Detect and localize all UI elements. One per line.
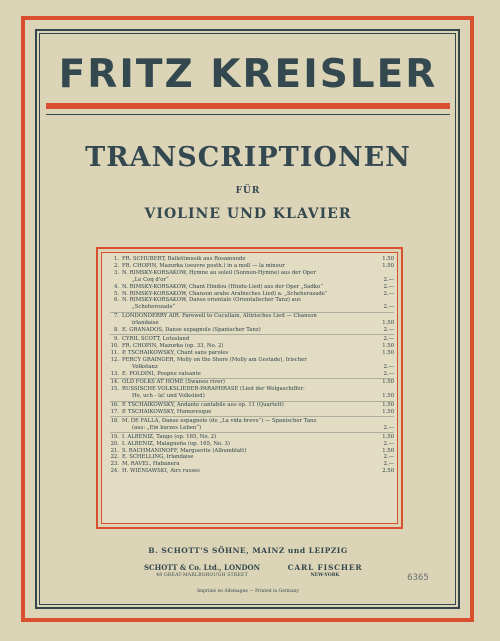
work-title: I. ALBENIZ, Tango (op. 165, No. 2) (122, 433, 217, 440)
work-title: P. TSCHAIKOWSKY, Humoresque (122, 409, 212, 416)
work-item (110, 468, 394, 475)
newyork-agent: CARL FISCHER (287, 563, 363, 572)
work-title-cont-text: He, uch - la! und Volkslied) (132, 393, 205, 400)
work-title: M. RAVEL, Habanera (122, 461, 180, 468)
work-title-cont (110, 364, 394, 371)
london-address: 48 GREAT-MARLBOROUGH STREET (156, 573, 248, 578)
work-price: 2.— (383, 440, 394, 447)
work-number: 1. (113, 256, 119, 262)
work-item (110, 270, 394, 284)
work-item (110, 357, 394, 371)
work-number: 9. (113, 335, 119, 342)
work-price (378, 418, 394, 425)
work-title: N. RIMSKY-KORSAKOW, Chant Hindou (Hindu-Lied) aus der Oper „Sadko“ (122, 283, 323, 290)
work-title: M. DE FALLA, Danse espagnole (de „La vida breve“) — Spanischer Tanz (122, 417, 317, 424)
work-number: 13. (110, 370, 119, 377)
work-title: N. RIMSKY-KORSAKOW, Chanson arabe Arabisches Lied) a. „Scheherazade“ (122, 290, 328, 297)
work-price (378, 313, 394, 320)
work-title-cont (110, 320, 394, 327)
work-title: S. RACHMANINOFF, Marguerite (Albumblatt) (122, 447, 247, 454)
work-number: 15. (110, 386, 119, 393)
work-title-cont (110, 277, 394, 284)
work-title-cont (110, 425, 394, 432)
composer-name: FRITZ KREISLER (58, 52, 438, 97)
work-item (110, 461, 394, 468)
work-price: 2.— (383, 290, 394, 297)
work-title-cont-text: „Scheherezade“ (132, 304, 176, 311)
work-title: N. RIMSKY-KORSAKOW, Danse orientale (Orientalischer Tanz) aus (122, 297, 301, 304)
work-price: 2.— (383, 424, 394, 431)
work-number: 7. (113, 313, 119, 320)
work-item (110, 386, 394, 400)
work-number: 2. (113, 262, 119, 269)
work-title: PERCY GRAINGER, Molly on the Shore (Molly am Gestade), Irischer (122, 356, 307, 363)
work-number: 3. (113, 269, 119, 276)
newyork-city: NEW-YORK (310, 573, 340, 578)
instrumentation: VIOLINE UND KLAVIER (144, 206, 352, 222)
work-number: 19. (110, 433, 119, 440)
work-number: 10. (110, 342, 119, 349)
collection-title: TRANSCRIPTIONEN (85, 142, 411, 173)
work-number: 23. (110, 461, 119, 468)
work-title: FR. SCHUBERT, Ballettmusik aus Rosamunde (122, 256, 246, 262)
dark-rule (46, 114, 450, 115)
work-price: 2.— (383, 454, 394, 461)
imprint-line: Imprimé en Allemagne — Printed in Germany (197, 589, 299, 594)
work-item (110, 379, 394, 386)
work-number: 8. (113, 327, 119, 334)
work-price: 1.50 (382, 393, 394, 400)
work-number: 11. (110, 349, 119, 356)
work-price: 2.— (383, 363, 394, 370)
for-label: FÜR (235, 186, 261, 196)
work-price: 2.50 (382, 468, 394, 475)
work-price: 2.— (383, 370, 394, 377)
work-title: RUSSISCHE VOLKSLIEDER-PARAPHRASE (Lied der Wolgaschiffer: (122, 386, 305, 393)
work-item (110, 336, 394, 343)
work-title-cont-text: (aus: „Ein kurzes Leben“) (132, 424, 202, 431)
work-title: P. TSCHAIKOWSKY, Chant sans paroles (122, 349, 229, 356)
work-number: 24. (110, 468, 119, 475)
work-title: LONDONDERRY AIR. Farewell to Cucullain, Altirisches Lied — Chanson (122, 313, 317, 320)
work-number: 6. (113, 297, 119, 304)
work-number: 20. (110, 440, 119, 447)
work-title: CYRIL SCOTT, Lotusland (122, 335, 190, 342)
plate-number: 6365 (407, 573, 429, 583)
work-price (378, 386, 394, 393)
work-price: 2.— (383, 461, 394, 468)
work-number: 5. (113, 290, 119, 297)
work-price: 1.50 (382, 262, 394, 269)
work-price: 1.50 (382, 433, 394, 440)
work-item (110, 371, 394, 378)
work-price: 1.50 (382, 379, 394, 386)
publisher-name: B. SCHOTT'S SÖHNE, MAINZ und LEIPZIG (148, 546, 348, 555)
work-number: 14. (110, 379, 119, 386)
work-title: H. WIENIAWSKI, Airs russes (122, 468, 200, 475)
work-item (110, 434, 394, 441)
work-item (110, 327, 394, 334)
work-title: E. POLDINI, Poupée valsante (122, 370, 201, 377)
work-number: 21. (110, 447, 119, 454)
work-item (110, 284, 394, 291)
work-item (110, 297, 394, 311)
work-price: 2.— (383, 283, 394, 290)
work-title: I. ALBENIZ, Malagueña (op. 165, No. 3) (122, 440, 230, 447)
work-title-cont-text: „Le Coq d'or“ (132, 276, 169, 283)
work-item (110, 263, 394, 270)
work-title: N. RIMSKY-KORSAKOW, Hymne au soleil (Sonnen-Hymne) aus der Oper (122, 269, 316, 276)
works-list (110, 256, 394, 475)
work-number: 4. (113, 283, 119, 290)
work-title-cont (110, 393, 394, 400)
work-price: 1.50 (382, 409, 394, 416)
work-price: 1.50 (382, 342, 394, 349)
work-title: FR. CHOPIN, Mazurka (oeuvre posth.) in a moll — la mineur (122, 262, 285, 269)
work-item (110, 291, 394, 298)
work-number: 16. (110, 402, 119, 409)
work-price: 2.— (383, 304, 394, 311)
red-rule (46, 103, 450, 109)
work-number: 17. (110, 409, 119, 416)
work-title: E. GRANADOS, Danse espagnole (Spanischer Tanz) (122, 327, 261, 334)
work-item (110, 454, 394, 461)
work-item (110, 402, 394, 409)
work-title: FR. CHOPIN, Mazurka (op. 33, No. 2) (122, 342, 224, 349)
work-item (110, 256, 394, 263)
work-item (110, 448, 394, 455)
work-price: 1.50 (382, 447, 394, 454)
work-price: 1.50 (382, 320, 394, 327)
work-price: 1.50 (382, 349, 394, 356)
work-item (110, 350, 394, 357)
work-price: 2.— (383, 327, 394, 334)
work-price: 2.— (383, 335, 394, 342)
work-item (110, 313, 394, 327)
work-price (378, 270, 394, 277)
work-item (110, 441, 394, 448)
work-item (110, 343, 394, 350)
work-title-cont-text: irlandaise (132, 320, 159, 327)
work-price: 1.50 (382, 256, 394, 262)
work-title: OLD FOLKS AT HOME (Swanee river) (122, 379, 225, 386)
work-price: 2.— (383, 276, 394, 283)
london-agent: SCHOTT & Co. Ltd., LONDON (143, 563, 261, 572)
work-number: 22. (110, 454, 119, 461)
work-title: E. SCHELLING, Irlandaise (122, 454, 194, 461)
work-item (110, 418, 394, 432)
work-number: 12. (110, 356, 119, 363)
work-title-cont-text: Volkstanz (132, 363, 158, 370)
work-number: 18. (110, 417, 119, 424)
work-price (378, 357, 394, 364)
work-price: 1.50 (382, 402, 394, 409)
work-price (378, 297, 394, 304)
work-title-cont (110, 304, 394, 311)
work-item (110, 409, 394, 416)
work-title: P. TSCHAIKOWSKY, Andante cantabile aus op. 11 (Quartett) (122, 402, 284, 409)
